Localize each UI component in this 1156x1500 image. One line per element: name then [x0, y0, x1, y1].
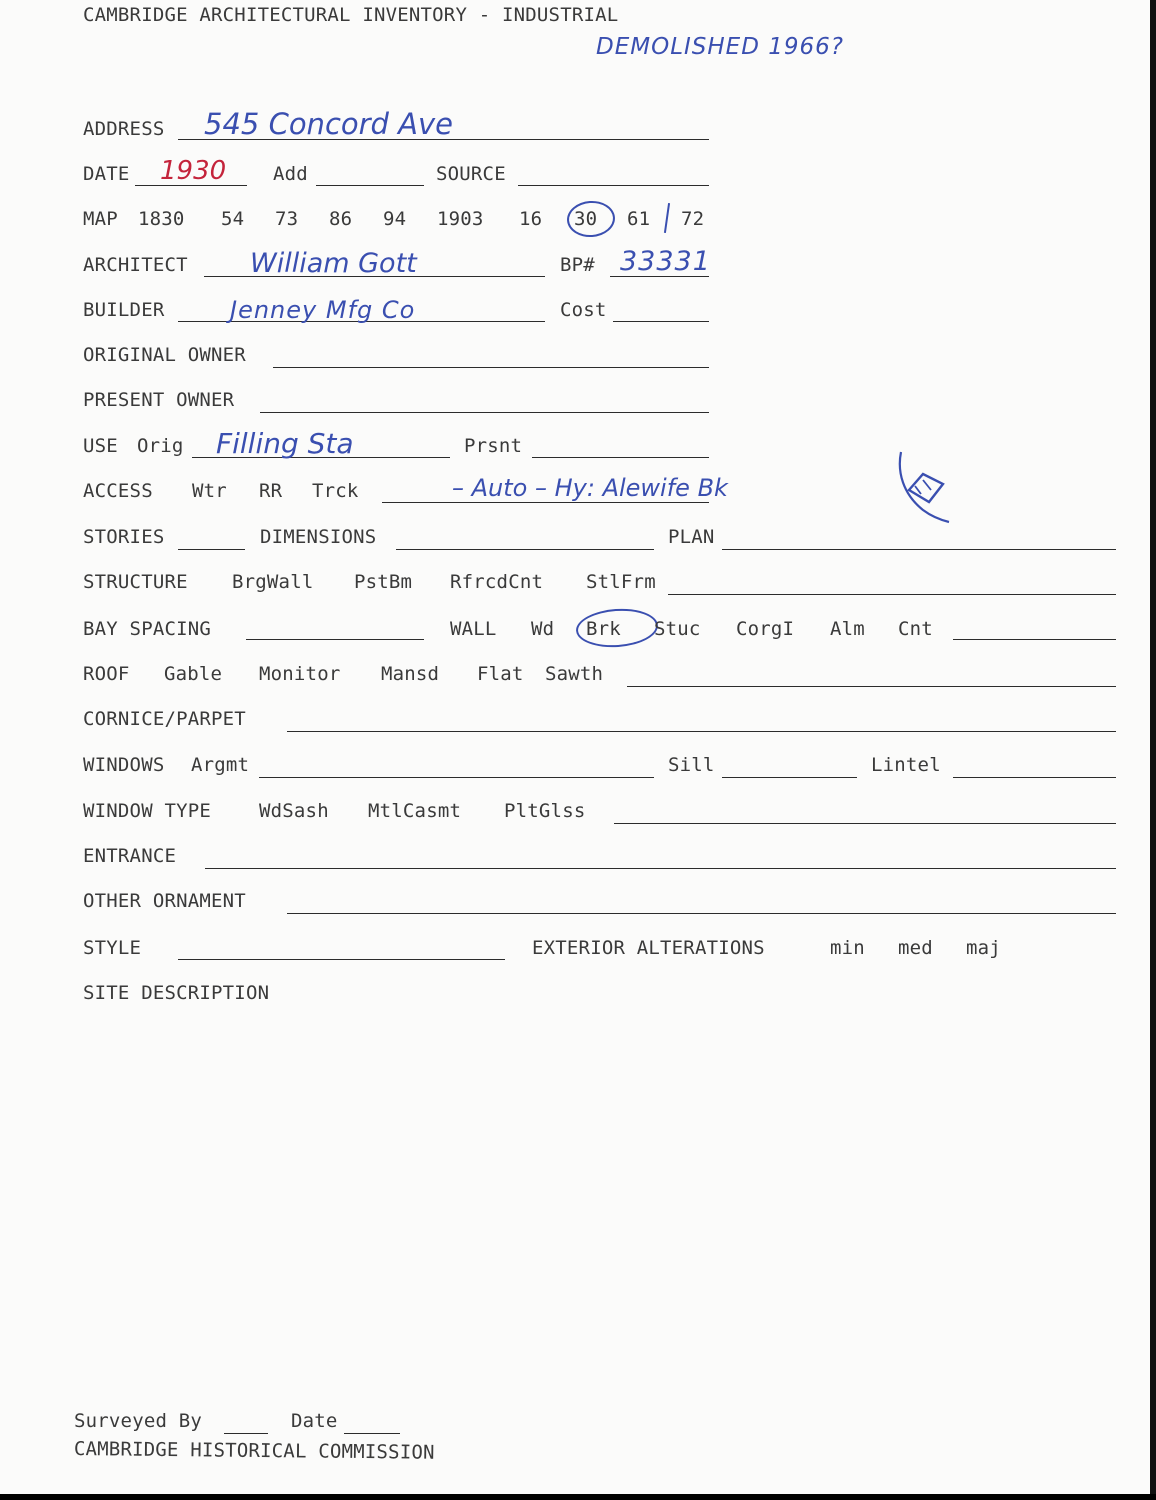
wall-line: [953, 639, 1116, 640]
plan-label: PLAN: [668, 526, 715, 548]
address-value: 545 Concord Ave: [204, 107, 454, 141]
cost-line: [613, 321, 709, 322]
form-title: CAMBRIDGE ARCHITECTURAL INVENTORY - INDUSTRIAL: [83, 4, 619, 26]
map-year-16: 16: [519, 208, 543, 230]
map-year-61: 61: [627, 208, 651, 230]
date-label: DATE: [83, 163, 130, 185]
roof-option-mansd: Mansd: [381, 663, 440, 685]
builder-label: BUILDER: [83, 299, 165, 321]
other-ornament-line: [287, 913, 1116, 914]
style-line: [178, 959, 505, 960]
map-year-86: 86: [329, 208, 353, 230]
bp-label: BP#: [560, 254, 595, 276]
windows-argmt-line: [259, 777, 654, 778]
access-option-wtr: Wtr: [192, 480, 227, 502]
roof-option-monitor: Monitor: [259, 663, 341, 685]
wall-option-wd: Wd: [531, 618, 555, 640]
roof-label: ROOF: [83, 663, 130, 685]
other-ornament-label: OTHER ORNAMENT: [83, 890, 246, 912]
builder-value: Jenney Mfg Co: [230, 296, 416, 324]
bay-spacing-label: BAY SPACING: [83, 618, 212, 640]
structure-option-rfrcdcnt: RfrcdCnt: [450, 571, 544, 593]
present-owner-label: PRESENT OWNER: [83, 389, 235, 411]
roof-line: [627, 686, 1116, 687]
roof-option-gable: Gable: [164, 663, 223, 685]
footer-date-line: [344, 1433, 400, 1434]
window-type-line: [614, 823, 1116, 824]
map-year-73: 73: [275, 208, 299, 230]
cost-label: Cost: [560, 299, 607, 321]
stories-line: [178, 549, 245, 550]
roof-option-sawth: Sawth: [545, 663, 604, 685]
access-line: [382, 502, 709, 503]
structure-label: STRUCTURE: [83, 571, 188, 593]
address-label: ADDRESS: [83, 118, 165, 140]
use-prsnt-line: [532, 457, 709, 458]
source-line: [518, 185, 709, 186]
map-label: MAP: [83, 208, 118, 230]
architect-label: ARCHITECT: [83, 254, 188, 276]
original-owner-line: [273, 367, 709, 368]
surveyed-by-line: [224, 1433, 268, 1434]
site-description-label: SITE DESCRIPTION: [83, 982, 270, 1004]
structure-line: [668, 594, 1116, 595]
windows-label: WINDOWS: [83, 754, 165, 776]
access-label: ACCESS: [83, 480, 153, 502]
surveyed-by-label: Surveyed By: [74, 1410, 203, 1432]
sill-line: [722, 777, 857, 778]
footer-date-label: Date: [291, 1410, 338, 1432]
plan-line: [722, 549, 1116, 550]
roof-option-flat: Flat: [477, 663, 524, 685]
map-year-1830: 1830: [138, 208, 185, 230]
wall-option-alm: Alm: [830, 618, 865, 640]
add-label: Add: [273, 163, 308, 185]
entrance-line: [205, 868, 1116, 869]
architect-value: William Gott: [250, 248, 417, 279]
wall-option-brk: Brk: [586, 618, 621, 640]
alteration-option-med: med: [898, 937, 933, 959]
wall-option-stuc: Stuc: [654, 618, 701, 640]
map-year-72: 72: [681, 208, 705, 230]
window-type-option-wdsash: WdSash: [259, 800, 329, 822]
dimensions-line: [396, 549, 654, 550]
sketch-mark-icon: [893, 450, 955, 528]
windows-argmt-label: Argmt: [191, 754, 250, 776]
alteration-option-maj: maj: [966, 937, 1001, 959]
present-owner-line: [260, 412, 709, 413]
wall-brk-circle-mark: [575, 606, 659, 650]
add-line: [316, 185, 424, 186]
structure-option-stlfrm: StlFrm: [586, 571, 656, 593]
wall-label: WALL: [450, 618, 497, 640]
style-label: STYLE: [83, 937, 142, 959]
window-type-label: WINDOW TYPE: [83, 800, 212, 822]
date-value: 1930: [160, 156, 227, 186]
access-option-trck: Trck: [312, 480, 359, 502]
exterior-alterations-label: EXTERIOR ALTERATIONS: [532, 937, 765, 959]
map-year-54: 54: [221, 208, 245, 230]
dimensions-label: DIMENSIONS: [260, 526, 377, 548]
map-tick-mark: [664, 203, 670, 233]
window-type-option-mtlcasmt: MtlCasmt: [368, 800, 462, 822]
cornice-line: [287, 731, 1116, 732]
map-year-30: 30: [574, 208, 598, 230]
entrance-label: ENTRANCE: [83, 845, 177, 867]
use-orig-value: Filling Sta: [216, 427, 354, 460]
wall-option-corgi: CorgI: [736, 618, 795, 640]
window-type-option-pltglss: PltGlss: [504, 800, 586, 822]
map-circle-mark: [566, 199, 616, 238]
original-owner-label: ORIGINAL OWNER: [83, 344, 246, 366]
access-option-rr: RR: [259, 480, 283, 502]
alteration-option-min: min: [830, 937, 865, 959]
access-value: – Auto – Hy: Alewife Bk: [452, 474, 728, 502]
structure-option-pstbm: PstBm: [354, 571, 413, 593]
use-label: USE: [83, 435, 118, 457]
lintel-line: [953, 777, 1116, 778]
cornice-label: CORNICE/PARPET: [83, 708, 246, 730]
commission-name: CAMBRIDGE HISTORICAL COMMISSION: [73, 1438, 435, 1464]
stories-label: STORIES: [83, 526, 165, 548]
demolished-note: DEMOLISHED 1966?: [596, 34, 844, 60]
map-year-94: 94: [383, 208, 407, 230]
lintel-label: Lintel: [871, 754, 941, 776]
sill-label: Sill: [668, 754, 715, 776]
use-prsnt-label: Prsnt: [464, 435, 523, 457]
structure-option-brgwall: BrgWall: [232, 571, 314, 593]
map-year-1903: 1903: [437, 208, 484, 230]
use-orig-label: Orig: [137, 435, 184, 457]
bp-value: 33331: [620, 246, 711, 277]
source-label: SOURCE: [436, 163, 506, 185]
bay-spacing-line: [246, 639, 424, 640]
wall-option-cnt: Cnt: [898, 618, 933, 640]
